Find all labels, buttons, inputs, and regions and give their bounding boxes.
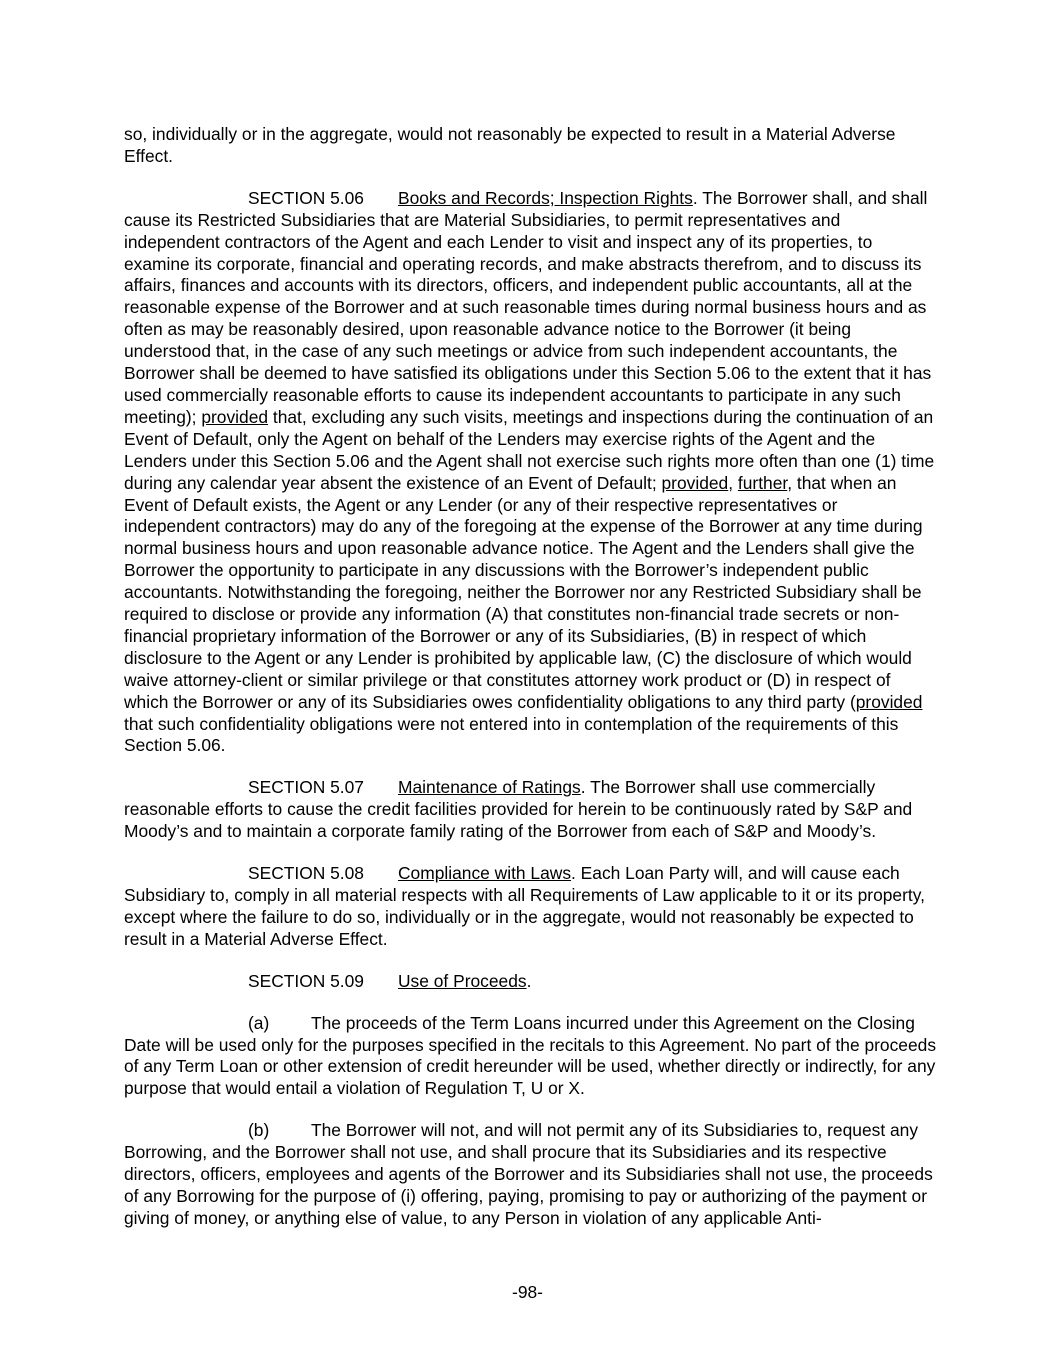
section-5-07-paragraph	[124, 777, 936, 843]
section-5-06-number: SECTION 5.06	[248, 187, 364, 208]
section-5-08-title: Compliance with Laws	[398, 863, 572, 884]
section-5-06-provided-1: provided	[201, 406, 269, 427]
section-5-06-text-2: that, excluding any such visits, meetings and inspections during the continuation of an Event of Default, only the Agent on behalf of the Lenders may exercise rights of the Agent and the Lenders under this Section 5.06 and the Agent shall not exercise such rights more often than one (1) time during any calendar year absent the existence of an Event of Default;	[124, 406, 935, 493]
section-5-09-tail: .	[526, 970, 532, 991]
section-5-06-text-3: ,	[728, 472, 738, 493]
page-number: -98-	[512, 1282, 543, 1302]
clause-a-body: The proceeds of the Term Loans incurred under this Agreement on the Closing Date will be used only for the purposes specified in the recitals to this Agreement. No part of the proceeds of any Term Loan or other extension of credit hereunder will be used, whether directly or indirectly, for any purpose that would entail a violation of Regulation T, U or X.	[124, 1012, 937, 1099]
section-5-09-title: Use of Proceeds	[398, 970, 527, 991]
continuation-text: so, individually or in the aggregate, would not reasonably be expected to result in a Material Adverse Effect.	[124, 124, 896, 166]
section-5-06-paragraph	[124, 188, 936, 758]
section-5-06-provided-3: provided	[855, 691, 923, 712]
section-5-06-text-1: . The Borrower shall, and shall cause its Restricted Subsidiaries that are Material Subsidiaries, to permit representatives and independent contractors of the Agent and each Lender to visit and inspect any of its properties, to examine its corporate, financial and operating records, and make abstracts therefrom, and to discuss its affairs, finances and accounts with its directors, officers, and independent public accountants, all at the reasonable expense of the Borrower and at such reasonable times during normal business hours and as often as may be reasonably desired, upon reasonable advance notice to the Borrower (it being understood that, in the case of any such meetings or advice from such independent accountants, the Borrower shall be deemed to have satisfied its obligations under this Section 5.06 to the extent that it has used commercially reasonable efforts to cause its independent accountants to participate in any such meeting);	[124, 187, 932, 427]
section-5-06-text-5: that such confidentiality obligations were not entered into in contemplation of the requirements of this Section 5.06.	[124, 713, 899, 756]
continuation-paragraph	[124, 124, 936, 168]
section-5-06-text-4: , that when an Event of Default exists, the Agent or any Lender (or any of their respective representatives or independent contractors) may do any of the foregoing at the expense of the Borrower at any time during normal business hours and upon reasonable advance notice. The Agent and the Lenders shall give the Borrower the opportunity to participate in any discussions with the Borrower’s independent public accountants. Notwithstanding the foregoing, neither the Borrower nor any Restricted Subsidiary shall be required to disclose or provide any information (A) that constitutes non-financial trade secrets or non-financial proprietary information of the Borrower or any of its Subsidiaries, (B) in respect of which disclosure to the Agent or any Lender is prohibited by applicable law, (C) the disclosure of which would waive attorney-client or similar privilege or that constitutes attorney work product or (D) in respect of which the Borrower or any of its Subsidiaries owes confidentiality obligations to any third party (	[124, 472, 923, 712]
section-5-06-title: Books and Records; Inspection Rights	[398, 187, 693, 208]
clause-a-label: (a)	[248, 1012, 270, 1033]
section-5-08-body: . Each Loan Party will, and will cause each Subsidiary to, comply in all material respects with all Requirements of Law applicable to it or its property, except where the failure to do so, individually or in the aggregate, would not reasonably be expected to result in a Material Adverse Effect.	[124, 863, 925, 949]
section-5-06-further: further	[737, 472, 788, 493]
section-5-07-body: . The Borrower shall use commercially reasonable efforts to cause the credit facilities provided for herein to be continuously rated by S&P and Moody’s and to maintain a corporate family rating of the Borrower from each of S&P and Moody’s.	[124, 777, 913, 842]
clause-a-paragraph	[124, 1013, 936, 1101]
clause-b-body: The Borrower will not, and will not permit any of its Subsidiaries to, request any Borrowing, and the Borrower shall not use, and shall procure that its Subsidiaries and its respective directors, officers, employees and agents of the Borrower and its Subsidiaries shall not use, the proceeds of any Borrowing for the purpose of (i) offering, paying, promising to pay or authorizing of the payment or giving of money, or anything else of value, to any Person in violation of any applicable Anti-	[124, 1120, 933, 1228]
section-5-09-heading	[124, 971, 936, 993]
section-5-08-paragraph	[124, 863, 936, 951]
section-5-06-provided-2: provided	[661, 472, 729, 493]
clause-b-paragraph	[124, 1120, 936, 1230]
section-5-07-number: SECTION 5.07	[248, 777, 364, 798]
clause-b-label: (b)	[248, 1120, 270, 1141]
section-5-08-number: SECTION 5.08	[248, 863, 364, 884]
section-5-09-number: SECTION 5.09	[248, 970, 364, 991]
document-body	[124, 124, 936, 1250]
section-5-07-title: Maintenance of Ratings	[398, 777, 581, 798]
